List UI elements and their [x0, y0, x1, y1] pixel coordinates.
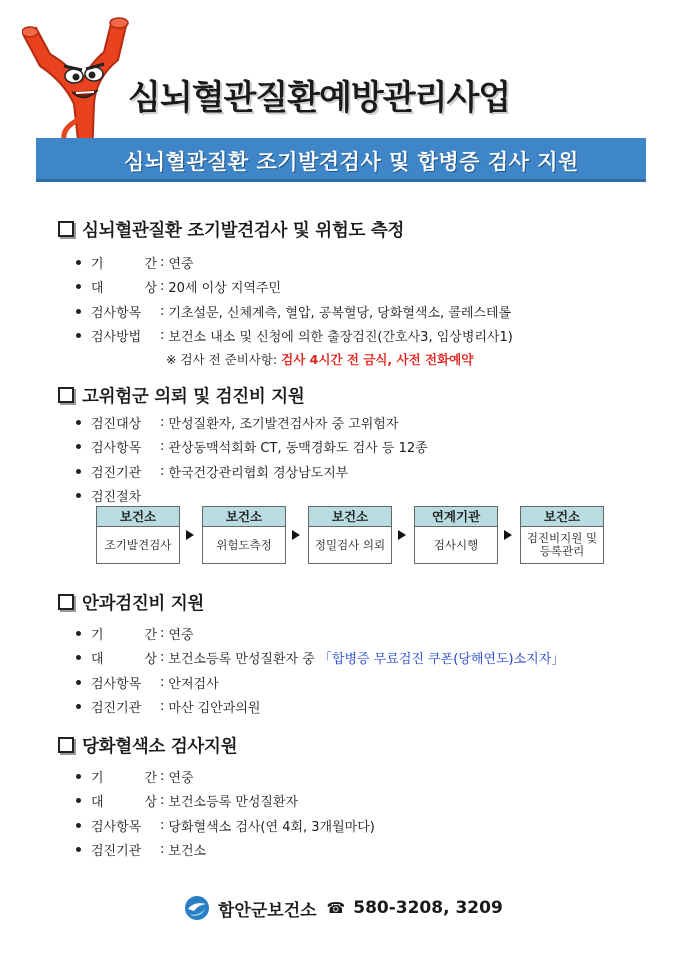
section-title: 고위험군 의뢰 및 검진비 지원 — [82, 386, 305, 407]
step-agency: 보건소 — [309, 507, 391, 527]
item-label: 검사항목 — [91, 305, 142, 321]
item-value: 연중 — [168, 770, 194, 786]
step-agency: 보건소 — [97, 507, 179, 527]
step-action: 정밀검사 의뢰 — [314, 537, 386, 552]
item-value: 만성질환자, 조기발견검사자 중 고위험자 — [168, 416, 399, 432]
banner-text: 심뇌혈관질환 조기발견검사 및 합병증 검사 지원 — [124, 150, 579, 174]
item-value: 기초설문, 신체계측, 혈압, 공복혈당, 당화혈색소, 콜레스테롤 — [168, 305, 512, 321]
step-agency: 보건소 — [521, 507, 603, 527]
note-highlight: 검사 4시간 전 금식, 사전 전화예약 — [281, 352, 474, 367]
item-value: 보건소 — [168, 844, 207, 860]
list-item: 기 간 : 연중 — [58, 764, 658, 789]
checkbox-square-icon — [58, 737, 74, 753]
step-agency: 연계기관 — [415, 507, 497, 527]
arrow-right-icon — [398, 530, 406, 540]
list-item: 검진기관 : 마산 김안과의원 — [58, 695, 658, 720]
item-label: 검사항목 — [91, 441, 142, 457]
checkbox-square-icon — [58, 221, 74, 237]
item-value: 보건소등록 만성질환자 — [168, 795, 299, 811]
flow-step — [202, 506, 286, 564]
list-item: 검사항목 : 기초설문, 신체계측, 혈압, 공복혈당, 당화혈색소, 콜레스테롤 — [58, 299, 658, 324]
item-label: 대 상 — [91, 281, 157, 297]
item-value: 안저검사 — [168, 676, 219, 692]
bullet-icon — [76, 798, 81, 803]
section-title: 당화혈색소 검사지원 — [82, 736, 238, 757]
section-heading — [58, 216, 658, 242]
section-title: 안과검진비 지원 — [82, 593, 205, 614]
section-heading — [58, 589, 658, 615]
org-name: 함안군보건소 — [218, 900, 317, 921]
list-item: 검사항목 : 관상동맥석회화 CT, 동맥경화도 검사 등 12종 — [58, 435, 658, 460]
item-label: 검진기관 — [91, 701, 142, 717]
item-label: 검사방법 — [91, 330, 142, 346]
item-value: 관상동맥석회화 CT, 동맥경화도 검사 등 12종 — [168, 441, 428, 457]
item-label: 기 간 — [91, 770, 157, 786]
section-hba1c — [58, 732, 658, 862]
bullet-icon — [76, 493, 81, 498]
section-heading — [58, 732, 658, 758]
item-value: 당화혈색소 검사(연 4회, 3개월마다) — [168, 819, 375, 835]
section-high-risk — [58, 382, 658, 508]
list-item: 기 간 : 연중 — [58, 250, 658, 275]
phone-number: 580-3208, 3209 — [353, 898, 503, 918]
flow-step — [96, 506, 180, 564]
item-label: 검진절차 — [91, 490, 142, 506]
bullet-icon — [76, 260, 81, 265]
item-label: 검진대상 — [91, 416, 142, 432]
telephone-icon: ☎ — [326, 899, 346, 917]
bullet-icon — [76, 655, 81, 660]
haman-logo-icon — [184, 895, 210, 921]
step-action: 위험도측정 — [216, 537, 272, 552]
subtitle-banner — [36, 138, 646, 182]
note-prefix: ※ 검사 전 준비사항: — [166, 352, 278, 367]
checkbox-square-icon — [58, 387, 74, 403]
flow-step — [520, 506, 604, 564]
page-title: 심뇌혈관질환예방관리사업 — [128, 78, 511, 118]
contact-footer — [184, 895, 503, 921]
item-value: 한국건강관리협회 경상남도지부 — [168, 465, 349, 481]
bullet-icon — [76, 774, 81, 779]
arrow-right-icon — [292, 530, 300, 540]
list-item: 검진기관 : 한국건강관리협회 경상남도지부 — [58, 459, 658, 484]
list-item: 검진기관 : 보건소 — [58, 838, 658, 863]
bullet-icon — [76, 284, 81, 289]
item-label: 기 간 — [91, 627, 157, 643]
bullet-icon — [76, 680, 81, 685]
bullet-icon — [76, 444, 81, 449]
section-early-detection — [58, 216, 658, 370]
flow-step — [414, 506, 498, 564]
item-highlight: 「합병증 무료검진 쿠폰(당해연도)소지자」 — [318, 652, 565, 668]
step-agency: 보건소 — [203, 507, 285, 527]
bullet-icon — [76, 847, 81, 852]
item-value: 보건소 내소 및 신청에 의한 출장검진(간호사3, 임상병리사1) — [168, 330, 513, 346]
list-item — [58, 484, 658, 509]
arrow-right-icon — [186, 530, 194, 540]
bullet-icon — [76, 420, 81, 425]
step-action: 검사시행 — [433, 537, 479, 552]
bullet-icon — [76, 469, 81, 474]
item-value: 20세 이상 지역주민 — [168, 281, 282, 297]
item-label: 대 상 — [91, 795, 157, 811]
item-value: 보건소등록 만성질환자 중 — [168, 652, 315, 668]
preparation-note — [58, 348, 658, 370]
list-item: 대 상 : 20세 이상 지역주민 — [58, 275, 658, 300]
section-eye-exam — [58, 589, 658, 719]
bullet-icon — [76, 823, 81, 828]
list-item: 검사방법 : 보건소 내소 및 신청에 의한 출장검진(간호사3, 임상병리사1) — [58, 324, 658, 349]
step-action: 검진비지원 및 등록관리 — [526, 531, 598, 558]
item-label: 검사항목 — [91, 819, 142, 835]
item-value: 연중 — [168, 627, 194, 643]
process-flow — [96, 506, 604, 564]
item-label: 검진기관 — [91, 465, 142, 481]
step-action: 조기발견검사 — [104, 537, 172, 552]
flow-step — [308, 506, 392, 564]
arrow-right-icon — [504, 530, 512, 540]
list-item: 검사항목 : 당화혈색소 검사(연 4회, 3개월마다) — [58, 813, 658, 838]
bullet-icon — [76, 309, 81, 314]
list-item: 검사항목 : 안저검사 — [58, 670, 658, 695]
item-value: 마산 김안과의원 — [168, 701, 261, 717]
section-title: 심뇌혈관질환 조기발견검사 및 위험도 측정 — [82, 220, 405, 241]
list-item: 대 상 : 보건소등록 만성질환자 중 「합병증 무료검진 쿠폰(당해연도)소지자」 — [58, 646, 658, 671]
checkbox-square-icon — [58, 594, 74, 610]
list-item: 검진대상 : 만성질환자, 조기발견검사자 중 고위험자 — [58, 410, 658, 435]
bullet-icon — [76, 704, 81, 709]
bullet-icon — [76, 333, 81, 338]
item-label: 검사항목 — [91, 676, 142, 692]
bullet-icon — [76, 631, 81, 636]
item-label: 검진기관 — [91, 844, 142, 860]
list-item: 대 상 : 보건소등록 만성질환자 — [58, 789, 658, 814]
item-label: 기 간 — [91, 256, 157, 272]
list-item: 기 간 : 연중 — [58, 621, 658, 646]
item-value: 연중 — [168, 256, 194, 272]
item-label: 대 상 — [91, 652, 157, 668]
section-heading — [58, 382, 658, 408]
